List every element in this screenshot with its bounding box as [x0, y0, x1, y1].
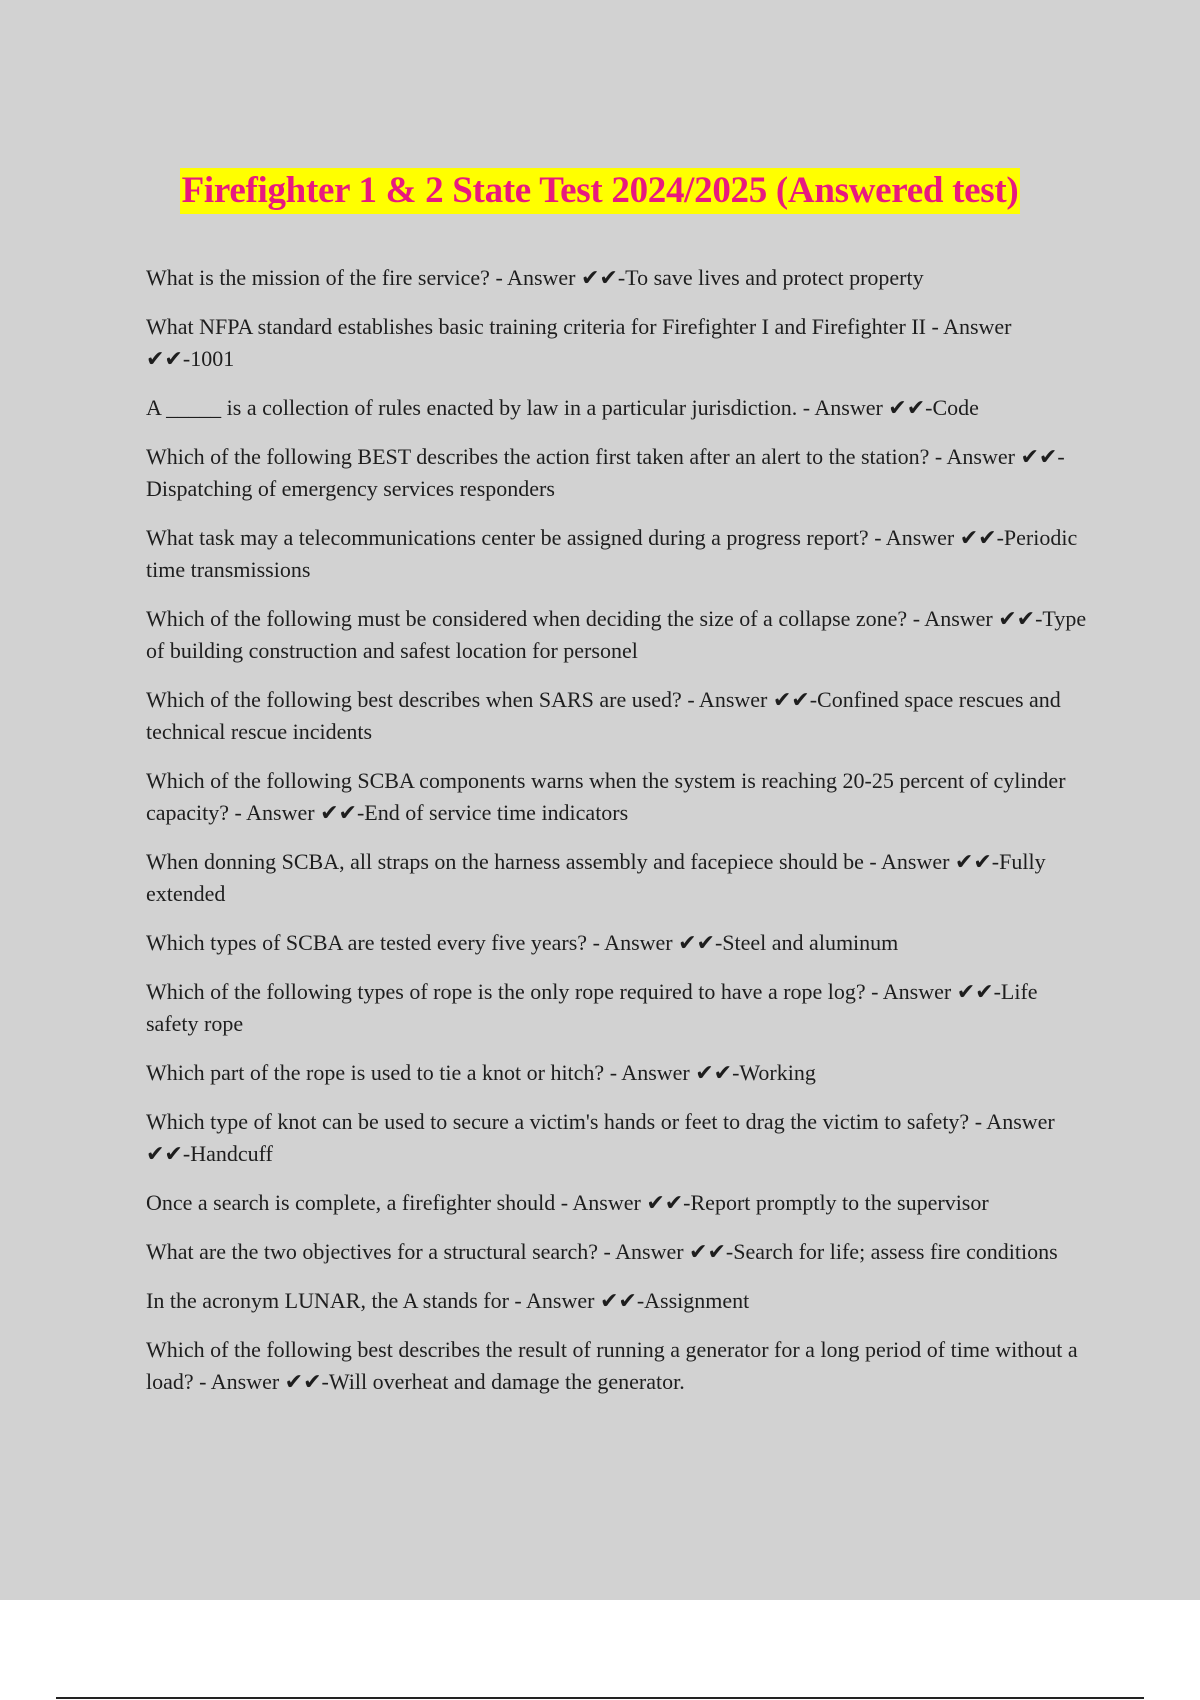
- qa-item: Which type of knot can be used to secure a victim's hands or feet to drag the victim to safety? - Answer ✔✔-Handcuff: [146, 1109, 1055, 1166]
- qa-item: Which types of SCBA are tested every five years? - Answer ✔✔-Steel and aluminum: [146, 930, 899, 955]
- qa-item: What task may a telecommunications center be assigned during a progress report? - Answer ✔✔-Periodic time transmissions: [146, 525, 1078, 582]
- qa-item: Which of the following SCBA components warns when the system is reaching 20-25 percent of cylinder capacity? - Answer ✔✔-End of service time indicators: [146, 768, 1066, 825]
- qa-item: Which of the following must be considered when deciding the size of a collapse zone? - Answer ✔✔-Type of building construction and safest location for personel: [146, 606, 1087, 663]
- qa-item: Which of the following best describes when SARS are used? - Answer ✔✔-Confined space rescues and technical rescue incidents: [146, 687, 1061, 744]
- bottom-divider: [56, 1697, 1144, 1699]
- title-container: [0, 168, 1200, 214]
- qa-item: Which part of the rope is used to tie a knot or hitch? - Answer ✔✔-Working: [146, 1060, 816, 1085]
- qa-item: Which of the following types of rope is the only rope required to have a rope log? - Answer ✔✔-Life safety rope: [146, 979, 1038, 1036]
- qa-item: What are the two objectives for a structural search? - Answer ✔✔-Search for life; assess fire conditions: [146, 1239, 1058, 1264]
- qa-item: When donning SCBA, all straps on the harness assembly and facepiece should be - Answer ✔✔-Fully extended: [146, 849, 1046, 906]
- qa-item: Once a search is complete, a firefighter should - Answer ✔✔-Report promptly to the supervisor: [146, 1190, 989, 1215]
- page-title: Firefighter 1 & 2 State Test 2024/2025 (Answered test): [180, 168, 1021, 214]
- qa-item: What NFPA standard establishes basic training criteria for Firefighter I and Firefighter II - Answer ✔✔-1001: [146, 314, 1012, 371]
- qa-item: A _____ is a collection of rules enacted by law in a particular jurisdiction. - Answer ✔✔-Code: [146, 395, 979, 420]
- qa-item: Which of the following best describes the result of running a generator for a long period of time without a load? - Answer ✔✔-Will overheat and damage the generator.: [146, 1337, 1078, 1394]
- qa-item: In the acronym LUNAR, the A stands for - Answer ✔✔-Assignment: [146, 1288, 750, 1313]
- qa-list: [146, 262, 1092, 1415]
- qa-item: What is the mission of the fire service? - Answer ✔✔-To save lives and protect property: [146, 265, 924, 290]
- qa-item: Which of the following BEST describes the action first taken after an alert to the station? - Answer ✔✔-Dispatching of emergency services responders: [146, 444, 1065, 501]
